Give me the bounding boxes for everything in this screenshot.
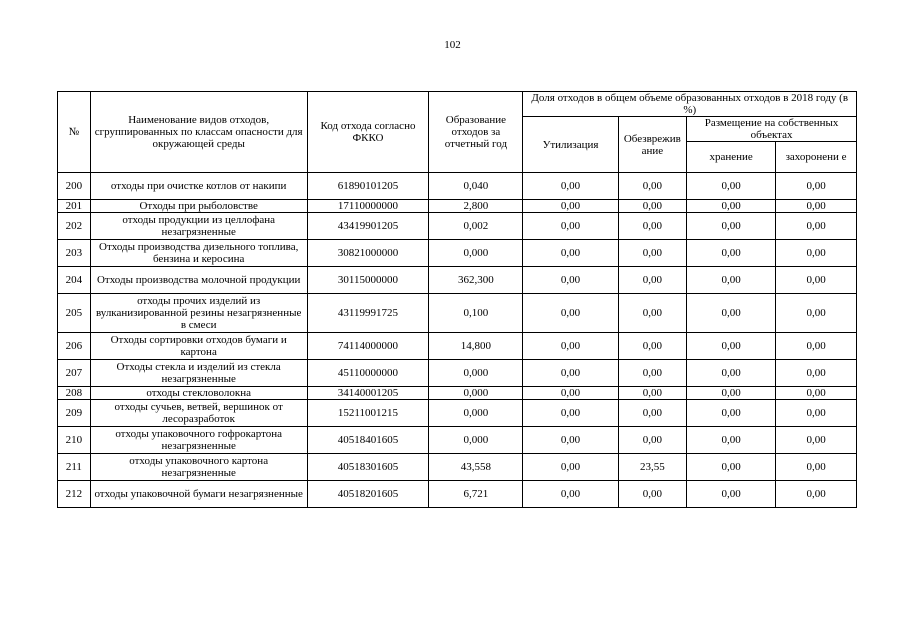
row-code: 40518401605 xyxy=(307,427,429,454)
row-num: 210 xyxy=(58,427,91,454)
row-burial: 0,00 xyxy=(776,200,857,213)
table-row xyxy=(58,333,857,360)
row-storage: 0,00 xyxy=(687,427,776,454)
waste-table xyxy=(57,91,857,508)
row-neut: 23,55 xyxy=(618,454,687,481)
table-row xyxy=(58,427,857,454)
row-code: 74114000000 xyxy=(307,333,429,360)
row-name: отходы стекловолокна xyxy=(90,387,307,400)
row-burial: 0,00 xyxy=(776,387,857,400)
row-neut: 0,00 xyxy=(618,360,687,387)
row-code: 40518301605 xyxy=(307,454,429,481)
table-row xyxy=(58,267,857,294)
header-name: Наименование видов отходов, сгруппированных по классам опасности для окружающей среды xyxy=(90,92,307,173)
row-code: 15211001215 xyxy=(307,400,429,427)
table-body xyxy=(58,173,857,508)
row-num: 211 xyxy=(58,454,91,481)
row-formation: 2,800 xyxy=(429,200,523,213)
row-util: 0,00 xyxy=(523,400,618,427)
row-neut: 0,00 xyxy=(618,333,687,360)
row-neut: 0,00 xyxy=(618,294,687,333)
row-storage: 0,00 xyxy=(687,360,776,387)
row-storage: 0,00 xyxy=(687,387,776,400)
table-row xyxy=(58,454,857,481)
row-formation: 14,800 xyxy=(429,333,523,360)
row-burial: 0,00 xyxy=(776,400,857,427)
table-row xyxy=(58,294,857,333)
row-util: 0,00 xyxy=(523,360,618,387)
page-number: 102 xyxy=(444,39,461,51)
row-util: 0,00 xyxy=(523,240,618,267)
table-row xyxy=(58,387,857,400)
row-formation: 0,000 xyxy=(429,387,523,400)
row-neut: 0,00 xyxy=(618,387,687,400)
row-code: 43419901205 xyxy=(307,213,429,240)
table-row xyxy=(58,200,857,213)
row-num: 202 xyxy=(58,213,91,240)
row-num: 203 xyxy=(58,240,91,267)
row-name: отходы упаковочной бумаги незагрязненные xyxy=(90,481,307,508)
row-neut: 0,00 xyxy=(618,173,687,200)
row-name: Отходы при рыболовстве xyxy=(90,200,307,213)
row-util: 0,00 xyxy=(523,427,618,454)
row-util: 0,00 xyxy=(523,481,618,508)
row-num: 209 xyxy=(58,400,91,427)
row-util: 0,00 xyxy=(523,200,618,213)
row-formation: 0,040 xyxy=(429,173,523,200)
row-util: 0,00 xyxy=(523,454,618,481)
row-num: 200 xyxy=(58,173,91,200)
row-code: 43119991725 xyxy=(307,294,429,333)
row-storage: 0,00 xyxy=(687,240,776,267)
row-formation: 0,000 xyxy=(429,360,523,387)
row-burial: 0,00 xyxy=(776,240,857,267)
row-num: 212 xyxy=(58,481,91,508)
row-name: отходы сучьев, ветвей, вершинок от лесоразработок xyxy=(90,400,307,427)
row-neut: 0,00 xyxy=(618,481,687,508)
row-name: отходы прочих изделий из вулканизированной резины незагрязненные в смеси xyxy=(90,294,307,333)
header-utilization: Утилизация xyxy=(523,117,618,173)
header-storage: хранение xyxy=(687,142,776,173)
row-name: отходы упаковочного картона незагрязненные xyxy=(90,454,307,481)
row-formation: 0,000 xyxy=(429,427,523,454)
header-share: Доля отходов в общем объеме образованных отходов в 2018 году (в %) xyxy=(523,92,857,117)
row-num: 201 xyxy=(58,200,91,213)
row-name: отходы продукции из целлофана незагрязненные xyxy=(90,213,307,240)
row-name: Отходы производства дизельного топлива, бензина и керосина xyxy=(90,240,307,267)
row-burial: 0,00 xyxy=(776,213,857,240)
row-storage: 0,00 xyxy=(687,454,776,481)
row-burial: 0,00 xyxy=(776,360,857,387)
row-util: 0,00 xyxy=(523,333,618,360)
row-storage: 0,00 xyxy=(687,200,776,213)
row-name: отходы упаковочного гофрокартона незагрязненные xyxy=(90,427,307,454)
table-row xyxy=(58,360,857,387)
row-storage: 0,00 xyxy=(687,481,776,508)
row-util: 0,00 xyxy=(523,173,618,200)
row-formation: 0,100 xyxy=(429,294,523,333)
header-num: № xyxy=(58,92,91,173)
row-util: 0,00 xyxy=(523,294,618,333)
row-name: Отходы сортировки отходов бумаги и картона xyxy=(90,333,307,360)
row-neut: 0,00 xyxy=(618,200,687,213)
row-storage: 0,00 xyxy=(687,400,776,427)
row-formation: 6,721 xyxy=(429,481,523,508)
row-neut: 0,00 xyxy=(618,400,687,427)
row-code: 17110000000 xyxy=(307,200,429,213)
row-name: Отходы производства молочной продукции xyxy=(90,267,307,294)
table-row xyxy=(58,213,857,240)
row-burial: 0,00 xyxy=(776,333,857,360)
row-storage: 0,00 xyxy=(687,213,776,240)
row-code: 30115000000 xyxy=(307,267,429,294)
table-row xyxy=(58,173,857,200)
row-code: 45110000000 xyxy=(307,360,429,387)
row-util: 0,00 xyxy=(523,387,618,400)
row-name: Отходы стекла и изделий из стекла незагрязненные xyxy=(90,360,307,387)
row-code: 30821000000 xyxy=(307,240,429,267)
row-num: 207 xyxy=(58,360,91,387)
header-formation: Образование отходов за отчетный год xyxy=(429,92,523,173)
row-storage: 0,00 xyxy=(687,267,776,294)
row-storage: 0,00 xyxy=(687,173,776,200)
header-neutralization: Обезврежив ание xyxy=(618,117,687,173)
header-placement: Размещение на собственных объектах xyxy=(687,117,857,142)
row-neut: 0,00 xyxy=(618,213,687,240)
row-burial: 0,00 xyxy=(776,481,857,508)
table-row xyxy=(58,240,857,267)
row-burial: 0,00 xyxy=(776,427,857,454)
table-row xyxy=(58,400,857,427)
row-neut: 0,00 xyxy=(618,240,687,267)
table-header xyxy=(58,92,857,173)
row-storage: 0,00 xyxy=(687,333,776,360)
row-num: 208 xyxy=(58,387,91,400)
row-neut: 0,00 xyxy=(618,427,687,454)
row-code: 40518201605 xyxy=(307,481,429,508)
table-row xyxy=(58,481,857,508)
row-code: 61890101205 xyxy=(307,173,429,200)
row-formation: 43,558 xyxy=(429,454,523,481)
row-formation: 0,000 xyxy=(429,400,523,427)
row-formation: 362,300 xyxy=(429,267,523,294)
header-burial: захоронени е xyxy=(776,142,857,173)
row-neut: 0,00 xyxy=(618,267,687,294)
row-num: 204 xyxy=(58,267,91,294)
row-burial: 0,00 xyxy=(776,267,857,294)
row-util: 0,00 xyxy=(523,267,618,294)
row-burial: 0,00 xyxy=(776,454,857,481)
row-burial: 0,00 xyxy=(776,173,857,200)
row-burial: 0,00 xyxy=(776,294,857,333)
row-num: 206 xyxy=(58,333,91,360)
row-code: 34140001205 xyxy=(307,387,429,400)
header-code: Код отхода согласно ФККО xyxy=(307,92,429,173)
row-util: 0,00 xyxy=(523,213,618,240)
row-num: 205 xyxy=(58,294,91,333)
row-formation: 0,002 xyxy=(429,213,523,240)
row-formation: 0,000 xyxy=(429,240,523,267)
row-storage: 0,00 xyxy=(687,294,776,333)
row-name: отходы при очистке котлов от накипи xyxy=(90,173,307,200)
